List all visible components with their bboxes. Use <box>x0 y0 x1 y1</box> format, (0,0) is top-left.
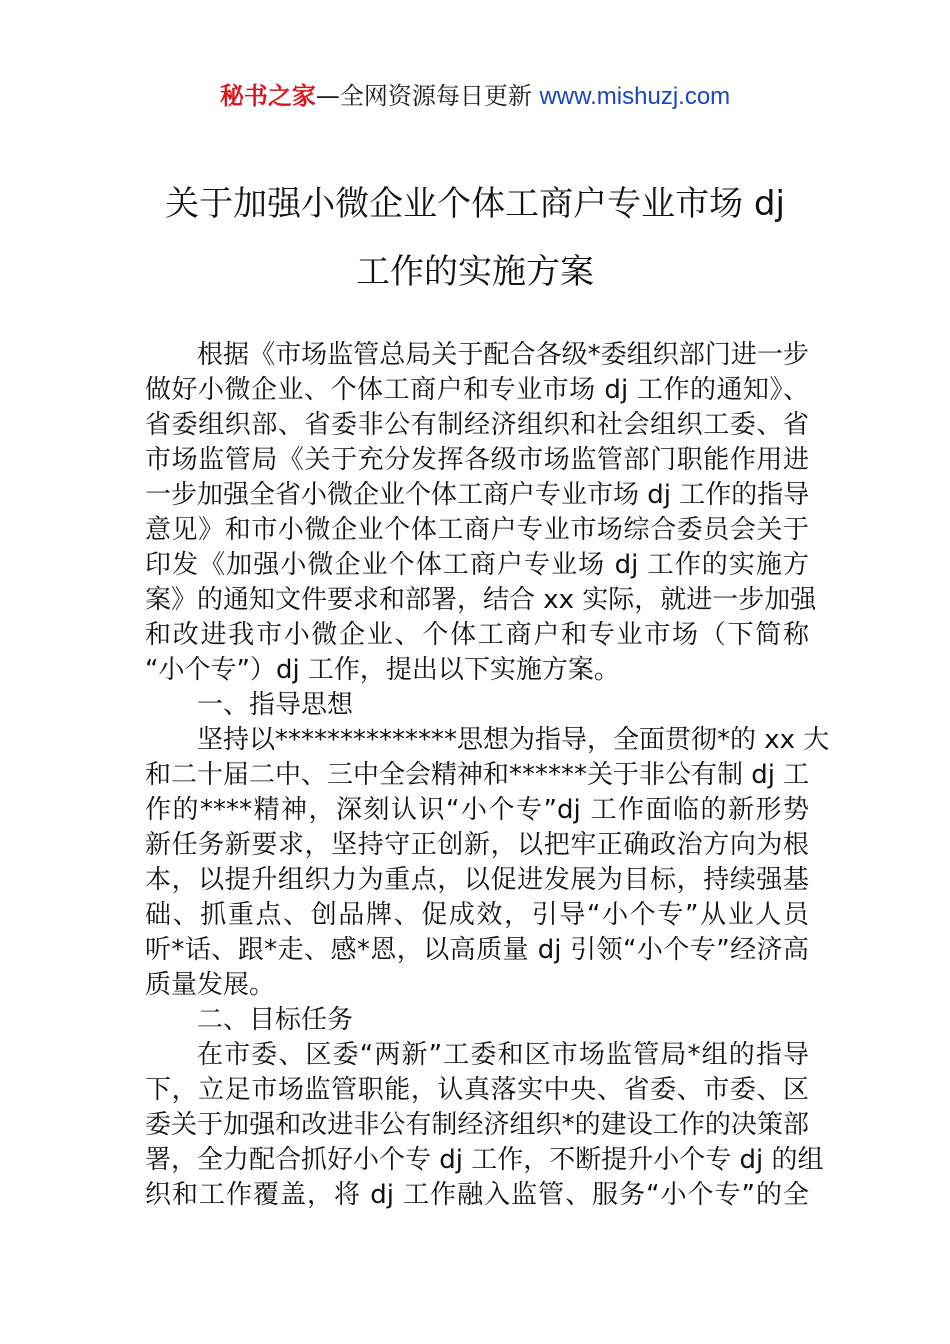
document-title-line-1: 关于加强小微企业个体工商户专业市场 dj <box>165 184 785 224</box>
body-line: 印发《加强小微企业个体工商户专业场 dj 工作的实施方 <box>145 550 809 580</box>
body-line: 和二十届二中、三中全会精神和******关于非公有制 dj 工 <box>145 760 810 790</box>
body-line: 和改进我市小微企业、个体工商户和专业市场（下简称 <box>145 620 809 650</box>
body-line: 意见》和市小微企业个体工商户专业市场综合委员会关于 <box>145 515 809 545</box>
section-heading: 一、指导思想 <box>197 690 354 720</box>
body-line: 新任务新要求，坚持守正创新，以把牢正确政治方向为根 <box>145 830 809 860</box>
body-line: 听*话、跟*走、感*恩，以高质量 dj 引领“小个专”经济高 <box>145 935 809 965</box>
body-line: 市场监管局《关于充分发挥各级市场监管部门职能作用进 <box>145 445 809 475</box>
body-line: 委关于加强和改进非公有制经济组织*的建设工作的决策部 <box>145 1110 809 1140</box>
body-line: 质量发展。 <box>145 970 276 1000</box>
body-line: 作的****精神，深刻认识“小个专”dj 工作面临的新形势 <box>145 795 809 825</box>
body-line: 在市委、区委“两新”工委和区市场监管局*组的指导 <box>197 1040 809 1070</box>
body-line: 省委组织部、省委非公有制经济组织和社会组织工委、省 <box>145 410 809 440</box>
body-line: 坚持以**************思想为指导，全面贯彻*的 xx 大 <box>197 725 830 755</box>
body-line: 础、抓重点、创品牌、促成效，引导“小个专”从业人员 <box>145 900 809 930</box>
section-heading: 二、目标任务 <box>197 1005 354 1035</box>
body-line: 本，以提升组织力为重点，以促进发展为目标，持续强基 <box>145 865 809 895</box>
body-line: 案》的通知文件要求和部署，结合 xx 实际，就进一步加强 <box>145 585 817 615</box>
brand-name: 秘书之家 <box>219 82 316 110</box>
body-line: 署，全力配合抓好小个专 dj 工作，不断提升小个专 dj 的组 <box>145 1145 824 1175</box>
header-tagline: —全网资源每日更新 <box>315 82 540 110</box>
body-line: 做好小微企业、个体工商户和专业市场 dj 工作的通知》、 <box>145 375 809 405</box>
body-line: 织和工作覆盖，将 dj 工作融入监管、服务“小个专”的全 <box>145 1180 809 1210</box>
document-body <box>145 338 830 1213</box>
site-header <box>0 80 950 113</box>
document-title-line-2: 工作的实施方案 <box>356 252 594 292</box>
body-line: 下，立足市场监管职能，认真落实中央、省委、市委、区 <box>145 1075 809 1105</box>
body-line: 根据《市场监管总局关于配合各级*委组织部门进一步 <box>197 340 809 370</box>
body-line: 一步加强全省小微企业个体工商户专业市场 dj 工作的指导 <box>145 480 810 510</box>
site-url-link[interactable]: www.mishuzj.com <box>539 83 731 110</box>
body-line: “小个专”）dj 工作，提出以下实施方案。 <box>145 655 620 685</box>
